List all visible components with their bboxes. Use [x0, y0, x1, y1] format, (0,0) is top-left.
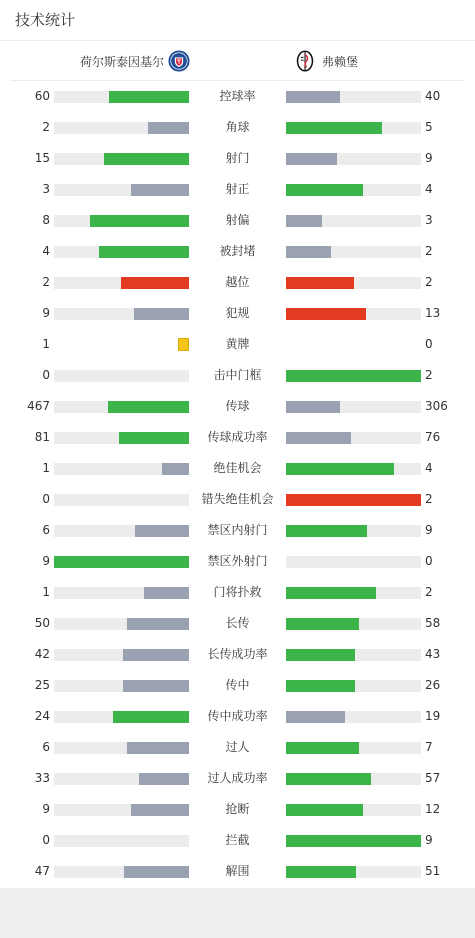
away-value: 2 [425, 244, 433, 258]
home-value: 81 [34, 430, 50, 444]
stat-label: 拦截 [225, 833, 250, 847]
home-bar-track [54, 773, 189, 785]
away-bar-track [286, 618, 421, 630]
home-value: 6 [42, 740, 50, 754]
away-bar-track [286, 277, 421, 289]
away-value: 2 [425, 585, 433, 599]
away-bar-track [286, 649, 421, 661]
home-bar [108, 401, 189, 413]
home-value: 4 [42, 244, 50, 258]
away-bar-track [286, 184, 421, 196]
stat-row [0, 236, 475, 267]
home-value: 6 [42, 523, 50, 537]
home-bar-track [54, 618, 189, 630]
away-bar-track [286, 742, 421, 754]
home-bar [123, 680, 189, 692]
stat-label: 击中门框 [213, 368, 262, 382]
home-bar [113, 711, 189, 723]
stat-row [0, 515, 475, 546]
stat-row [0, 81, 475, 112]
away-value: 2 [425, 275, 433, 289]
home-value: 3 [42, 182, 50, 196]
home-bar [131, 804, 189, 816]
home-bar-track [54, 525, 189, 537]
stat-row [0, 174, 475, 205]
home-bar-track [54, 308, 189, 320]
home-bar-track [54, 370, 189, 382]
away-team[interactable] [294, 41, 358, 81]
away-bar-track [286, 215, 421, 227]
home-bar [119, 432, 189, 444]
away-bar-track [286, 494, 421, 506]
away-bar [286, 804, 363, 816]
away-bar [286, 153, 337, 165]
stat-row [0, 608, 475, 639]
home-bar-track [54, 246, 189, 258]
stat-row [0, 577, 475, 608]
home-value: 33 [34, 771, 50, 785]
away-bar [286, 866, 356, 878]
away-bar-track [286, 370, 421, 382]
away-value: 26 [425, 678, 441, 692]
stat-label: 黄牌 [225, 337, 250, 351]
away-bar-track [286, 401, 421, 413]
stat-label: 禁区外射门 [207, 554, 268, 568]
home-bar-track [54, 587, 189, 599]
away-bar-track [286, 432, 421, 444]
away-bar [286, 277, 354, 289]
home-bar-track [54, 463, 189, 475]
away-value: 9 [425, 523, 433, 537]
away-bar [286, 618, 359, 630]
away-value: 9 [425, 833, 433, 847]
stat-row [0, 484, 475, 515]
stat-row [0, 670, 475, 701]
away-bar-track [286, 835, 421, 847]
home-value: 2 [42, 120, 50, 134]
home-bar-track [54, 649, 189, 661]
home-value: 9 [42, 306, 50, 320]
away-bar-track [286, 804, 421, 816]
stat-label: 射正 [225, 182, 250, 196]
home-value: 24 [34, 709, 50, 723]
home-value: 9 [42, 802, 50, 816]
home-bar [99, 246, 189, 258]
away-value: 13 [425, 306, 441, 320]
away-value: 4 [425, 461, 433, 475]
away-bar-track [286, 246, 421, 258]
stat-label: 绝佳机会 [213, 461, 262, 475]
stat-row [0, 701, 475, 732]
away-value: 5 [425, 120, 433, 134]
home-value: 9 [42, 554, 50, 568]
away-value: 9 [425, 151, 433, 165]
stat-label: 过人 [225, 740, 250, 754]
stat-label: 越位 [225, 275, 250, 289]
away-bar [286, 246, 331, 258]
stat-row [0, 763, 475, 794]
home-bar [127, 618, 189, 630]
stat-row [0, 298, 475, 329]
away-team-name: 弗赖堡 [322, 54, 359, 69]
stat-label: 解围 [225, 864, 250, 878]
away-bar-track [286, 556, 421, 568]
home-bar-track [54, 153, 189, 165]
stat-row [0, 267, 475, 298]
away-value: 0 [425, 337, 433, 351]
away-value: 4 [425, 182, 433, 196]
home-bar-track [54, 711, 189, 723]
home-value: 42 [34, 647, 50, 661]
stat-row [0, 391, 475, 422]
home-bar [134, 308, 189, 320]
holstein-kiel-crest-icon [168, 50, 190, 72]
away-bar [286, 835, 421, 847]
home-bar-track [54, 184, 189, 196]
stat-row [0, 732, 475, 763]
stat-row [0, 639, 475, 670]
yellow-card-icon [178, 338, 189, 351]
away-bar [286, 91, 340, 103]
stat-row [0, 856, 475, 887]
stat-row [0, 546, 475, 577]
stat-label: 控球率 [219, 89, 256, 103]
away-bar [286, 463, 394, 475]
away-bar [286, 401, 340, 413]
away-bar-track [286, 525, 421, 537]
home-bar [148, 122, 189, 134]
away-value: 2 [425, 368, 433, 382]
home-value: 60 [34, 89, 50, 103]
away-value: 57 [425, 771, 441, 785]
away-bar [286, 370, 421, 382]
stat-label: 传中成功率 [207, 709, 268, 723]
away-value: 12 [425, 802, 441, 816]
away-bar [286, 773, 371, 785]
away-bar-track [286, 587, 421, 599]
away-bar [286, 184, 363, 196]
away-value: 19 [425, 709, 441, 723]
away-value: 40 [425, 89, 441, 103]
home-bar-track [54, 680, 189, 692]
home-bar-track [54, 556, 189, 568]
home-value: 1 [42, 585, 50, 599]
stat-label: 传球 [225, 399, 250, 413]
freiburg-crest-icon [294, 50, 316, 72]
stat-label: 抢断 [225, 802, 250, 816]
home-value: 0 [42, 492, 50, 506]
home-bar-track [54, 215, 189, 227]
away-bar-track [286, 91, 421, 103]
away-bar [286, 649, 355, 661]
away-value: 51 [425, 864, 441, 878]
stat-row [0, 422, 475, 453]
home-bar [162, 463, 189, 475]
away-value: 58 [425, 616, 441, 630]
away-bar [286, 587, 376, 599]
home-bar-track [54, 835, 189, 847]
page-title: 技术统计 [15, 11, 76, 29]
away-value: 7 [425, 740, 433, 754]
home-bar [123, 649, 189, 661]
stats-list [0, 81, 475, 887]
home-value: 0 [42, 833, 50, 847]
away-value: 3 [425, 213, 433, 227]
away-bar-track [286, 308, 421, 320]
home-bar [54, 556, 189, 568]
away-bar-track [286, 711, 421, 723]
stat-label: 犯规 [225, 306, 250, 320]
away-bar-track [286, 680, 421, 692]
away-bar [286, 494, 421, 506]
home-value: 467 [27, 399, 50, 413]
stat-row [0, 825, 475, 856]
stat-row [0, 112, 475, 143]
stat-label: 错失绝佳机会 [201, 492, 274, 506]
home-bar [135, 525, 189, 537]
home-bar-track [54, 122, 189, 134]
stat-label: 被封堵 [219, 244, 256, 258]
home-bar-track [54, 277, 189, 289]
home-team[interactable] [80, 41, 190, 81]
home-bar [139, 773, 189, 785]
home-bar-track [54, 494, 189, 506]
home-bar [131, 184, 189, 196]
stat-label: 门将扑救 [213, 585, 262, 599]
stat-row [0, 205, 475, 236]
home-team-name: 荷尔斯泰因基尔 [79, 54, 164, 69]
away-value: 306 [425, 399, 448, 413]
home-bar [90, 215, 189, 227]
away-bar-track [286, 866, 421, 878]
away-value: 43 [425, 647, 441, 661]
away-value: 0 [425, 554, 433, 568]
away-value: 76 [425, 430, 441, 444]
home-value: 47 [34, 864, 50, 878]
stat-label: 传球成功率 [207, 430, 268, 444]
home-value: 50 [34, 616, 50, 630]
away-bar [286, 432, 351, 444]
away-bar [286, 680, 355, 692]
home-bar [109, 91, 189, 103]
stat-label: 射门 [225, 151, 250, 165]
away-bar [286, 742, 359, 754]
away-bar-track [286, 463, 421, 475]
home-value: 0 [42, 368, 50, 382]
away-bar-track [286, 153, 421, 165]
home-bar [121, 277, 189, 289]
home-bar [127, 742, 189, 754]
team-header [10, 41, 465, 81]
home-bar [124, 866, 189, 878]
home-bar [104, 153, 189, 165]
stat-row [0, 143, 475, 174]
stat-row [0, 329, 475, 360]
stat-row [0, 794, 475, 825]
away-value: 2 [425, 492, 433, 506]
home-value: 15 [34, 151, 50, 165]
stat-label: 长传成功率 [207, 647, 268, 661]
stat-label: 角球 [225, 120, 250, 134]
home-bar-track [54, 401, 189, 413]
stat-row [0, 360, 475, 391]
home-bar-track [54, 866, 189, 878]
away-bar-track [286, 773, 421, 785]
away-bar [286, 215, 322, 227]
home-bar-track [54, 804, 189, 816]
away-bar [286, 711, 345, 723]
away-bar [286, 308, 366, 320]
home-bar-track [54, 742, 189, 754]
home-value: 2 [42, 275, 50, 289]
stat-row [0, 453, 475, 484]
home-bar-track [54, 432, 189, 444]
away-bar [286, 122, 382, 134]
stat-label: 长传 [225, 616, 250, 630]
home-value: 8 [42, 213, 50, 227]
away-bar [286, 525, 367, 537]
stat-label: 过人成功率 [207, 771, 268, 785]
stat-label: 射偏 [225, 213, 250, 227]
home-bar-track [54, 91, 189, 103]
stat-label: 禁区内射门 [207, 523, 268, 537]
home-value: 1 [42, 461, 50, 475]
home-bar [144, 587, 189, 599]
home-value: 1 [42, 337, 50, 351]
home-value: 25 [34, 678, 50, 692]
stat-label: 传中 [225, 678, 250, 692]
away-bar-track [286, 122, 421, 134]
